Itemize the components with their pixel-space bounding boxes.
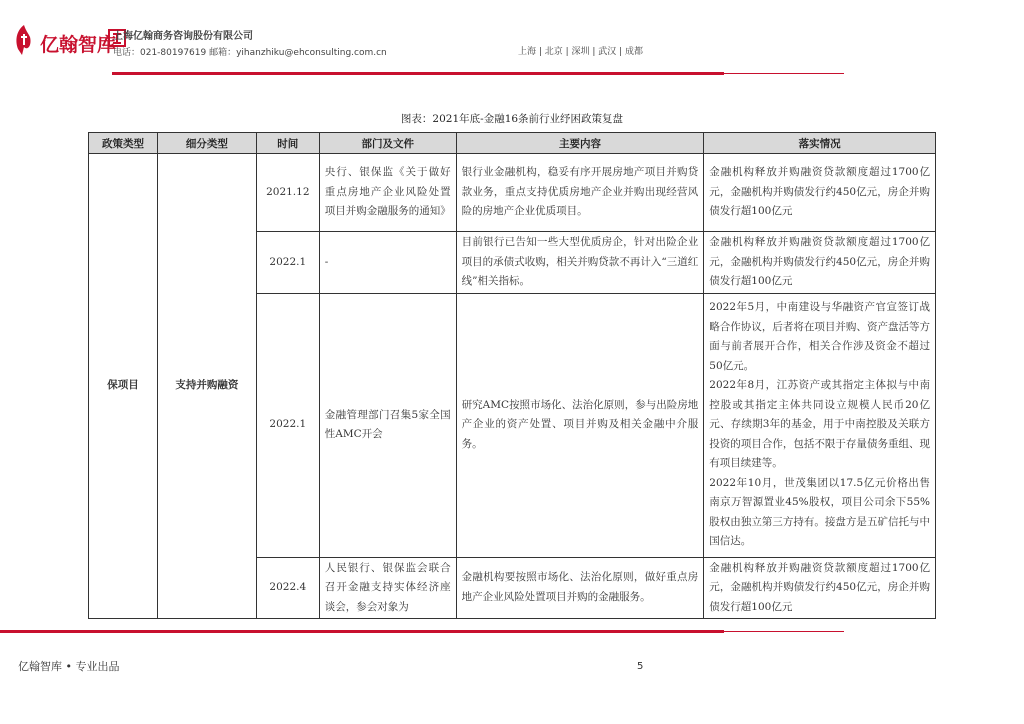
dept-cell: - (319, 232, 456, 294)
dept-cell: 金融管理部门召集5家全国性AMC开会 (319, 293, 456, 557)
dept-cell: 人民银行、银保监会联合召开金融支持实体经济座谈会，参会对象为 (319, 557, 456, 619)
content-cell: 研究AMC按照市场化、法治化原则，参与出险房地产企业的资产处置、项目并购及相关金融中介服务。 (456, 293, 704, 557)
table-row (89, 154, 936, 232)
result-paragraph: 2022年5月，中南建设与华融资产官宣签订战略合作协议，后者将在项目并购、资产盘活等方面与前者展开合作，相关合作涉及资金不超过50亿元。 (709, 301, 930, 372)
result-paragraph: 2022年10月，世茂集团以17.5亿元价格出售南京万智源置业45%股权，项目公司余下55%股权由独立第三方持有。接盘方是五矿信托与中国信达。 (709, 476, 930, 548)
result-cell: 金融机构释放并购融资贷款额度超过1700亿元，金融机构并购债发行约450亿元，房企并购债发行超100亿元 (704, 557, 936, 619)
col-header-sub-type: 细分类型 (157, 133, 256, 154)
policy-type-cell: 保项目 (89, 154, 158, 619)
logo-icon (12, 23, 36, 57)
footer-divider (0, 630, 724, 633)
header-divider (112, 72, 724, 75)
col-header-dept: 部门及文件 (319, 133, 456, 154)
result-cell: 金融机构释放并购融资贷款额度超过1700亿元，金融机构并购债发行约450亿元，房企并购债发行超100亿元 (704, 154, 936, 232)
office-cities: 上海 | 北京 | 深圳 | 武汉 | 成都 (518, 47, 644, 57)
content-cell: 目前银行已告知一些大型优质房企，针对出险企业项目的承债式收购，相关并购贷款不再计入“三道红线”相关指标。 (456, 232, 704, 294)
result-cell: 金融机构释放并购融资贷款额度超过1700亿元，金融机构并购债发行约450亿元，房企并购债发行超100亿元 (704, 232, 936, 294)
contact-info: 电话：021-80197619 邮箱：yihanzhiku@ehconsulting.com.cn (113, 48, 387, 58)
header-divider-thin (724, 73, 844, 74)
time-cell: 2022.1 (256, 293, 319, 557)
page-header (0, 0, 1024, 80)
col-header-result: 落实情况 (704, 133, 936, 154)
content-cell: 银行业金融机构，稳妥有序开展房地产项目并购贷款业务，重点支持优质房地产企业并购出现经营风险的房地产企业优质项目。 (456, 154, 704, 232)
table-caption: 图表：2021年底-金融16条前行业纾困政策复盘 (400, 113, 624, 125)
sub-type-cell: 支持并购融资 (157, 154, 256, 619)
policy-table (88, 132, 936, 619)
time-cell: 2022.1 (256, 232, 319, 294)
table-header-row (89, 133, 936, 154)
col-header-content: 主要内容 (456, 133, 704, 154)
col-header-policy-type: 政策类型 (89, 133, 158, 154)
footer-brand: 亿翰智库 • 专业出品 (18, 660, 120, 673)
result-cell (704, 293, 936, 557)
content-cell: 金融机构要按照市场化、法治化原则，做好重点房地产企业风险处置项目并购的金融服务。 (456, 557, 704, 619)
col-header-time: 时间 (256, 133, 319, 154)
time-cell: 2021.12 (256, 154, 319, 232)
footer-divider-thin (724, 631, 844, 632)
logo-text: 亿翰智库 (40, 34, 117, 56)
result-paragraph: 2022年8月，江苏资产或其指定主体拟与中南控股或其指定主体共同设立规模人民币20亿元、存续期3年的基金，用于中南控股及关联方投资的项目合作，包括不限于存量债务重组、现有项目续建等。 (709, 379, 930, 470)
dept-cell: 央行、银保监《关于做好重点房地产企业风险处置项目并购金融服务的通知》 (319, 154, 456, 232)
company-name: 上海亿翰商务咨询股份有限公司 (113, 31, 253, 42)
page-number: 5 (637, 661, 644, 672)
time-cell: 2022.4 (256, 557, 319, 619)
